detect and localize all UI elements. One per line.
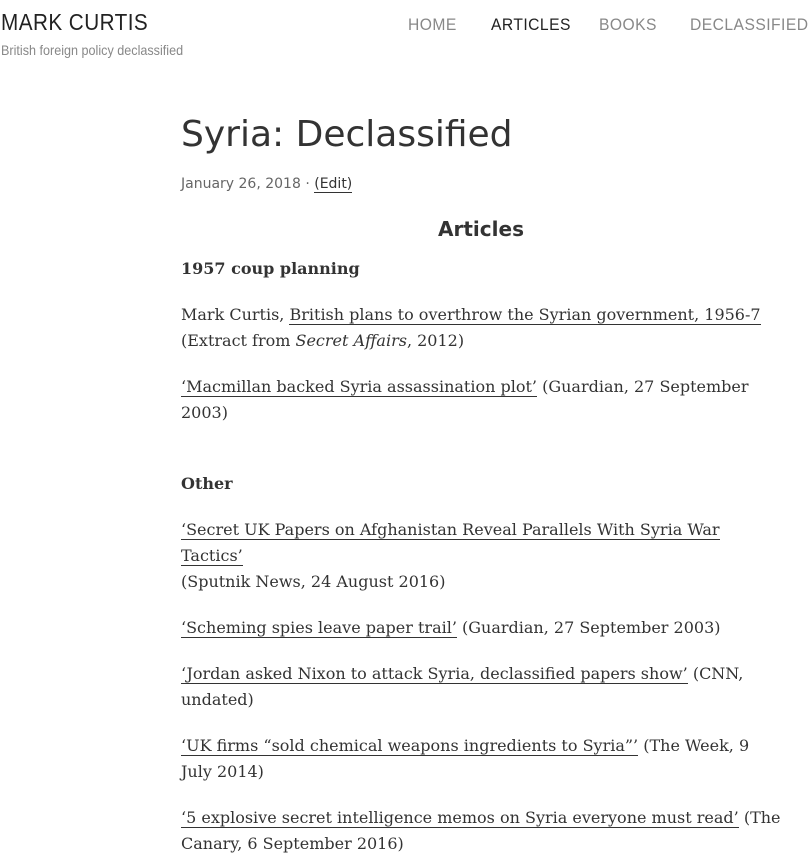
site-title[interactable]: MARK CURTIS	[1, 9, 149, 35]
book-title: Secret Affairs	[295, 331, 407, 350]
article-link[interactable]: ‘5 explosive secret intelligence memos on Syria everyone must read’	[181, 808, 739, 827]
article-source: (Extract from	[181, 331, 296, 350]
article-source: (The Canary, 6 September 2016)	[181, 808, 781, 853]
article-item	[181, 374, 781, 426]
article-author: Mark Curtis,	[181, 305, 290, 324]
subheading-other: Other	[181, 474, 233, 493]
article-link[interactable]: ‘UK firms “sold chemical weapons ingredients to Syria”’	[181, 736, 639, 755]
article-link[interactable]: ‘Scheming spies leave paper trail’	[181, 618, 457, 637]
article-source-end: , 2012)	[406, 331, 465, 350]
article-source: (CNN, undated)	[181, 664, 744, 709]
article-source: (Guardian, 27 September 2003)	[456, 618, 721, 637]
article-item	[181, 615, 781, 641]
post-content	[181, 108, 781, 857]
article-link[interactable]: ‘Jordan asked Nixon to attack Syria, declassified papers show’	[181, 664, 688, 683]
article-link[interactable]: ‘Secret UK Papers on Afghanistan Reveal Parallels With Syria War Tactics’	[181, 520, 720, 565]
nav-item-articles[interactable]: ARTICLES	[491, 15, 571, 34]
article-link[interactable]: British plans to overthrow the Syrian government, 1956-7	[289, 305, 761, 324]
article-item	[181, 805, 781, 857]
post-date: January 26, 2018	[181, 176, 301, 192]
nav-item-books[interactable]: BOOKS	[599, 15, 657, 34]
article-source: (The Week, 9 July 2014)	[181, 736, 750, 781]
post-body	[181, 256, 781, 857]
article-item	[181, 733, 781, 785]
post-meta	[181, 174, 781, 194]
article-source: (Sputnik News, 24 August 2016)	[181, 572, 446, 591]
site-tagline: British foreign policy declassified	[1, 42, 184, 58]
section-heading-articles: Articles	[438, 217, 524, 241]
article-item	[181, 517, 781, 595]
subheading-coup-planning: 1957 coup planning	[181, 259, 360, 278]
meta-separator: ·	[300, 176, 315, 192]
article-item	[181, 661, 781, 713]
site-header	[0, 0, 809, 90]
nav-item-home[interactable]: HOME	[408, 15, 457, 34]
edit-link[interactable]: (Edit)	[314, 176, 353, 192]
article-link[interactable]: ‘Macmillan backed Syria assassination plot’	[181, 377, 538, 396]
post-title: Syria: Declassified	[181, 114, 513, 155]
nav-item-declassified[interactable]: DECLASSIFIED	[690, 15, 809, 34]
article-source: (Guardian, 27 September 2003)	[181, 377, 749, 422]
article-item	[181, 302, 781, 354]
